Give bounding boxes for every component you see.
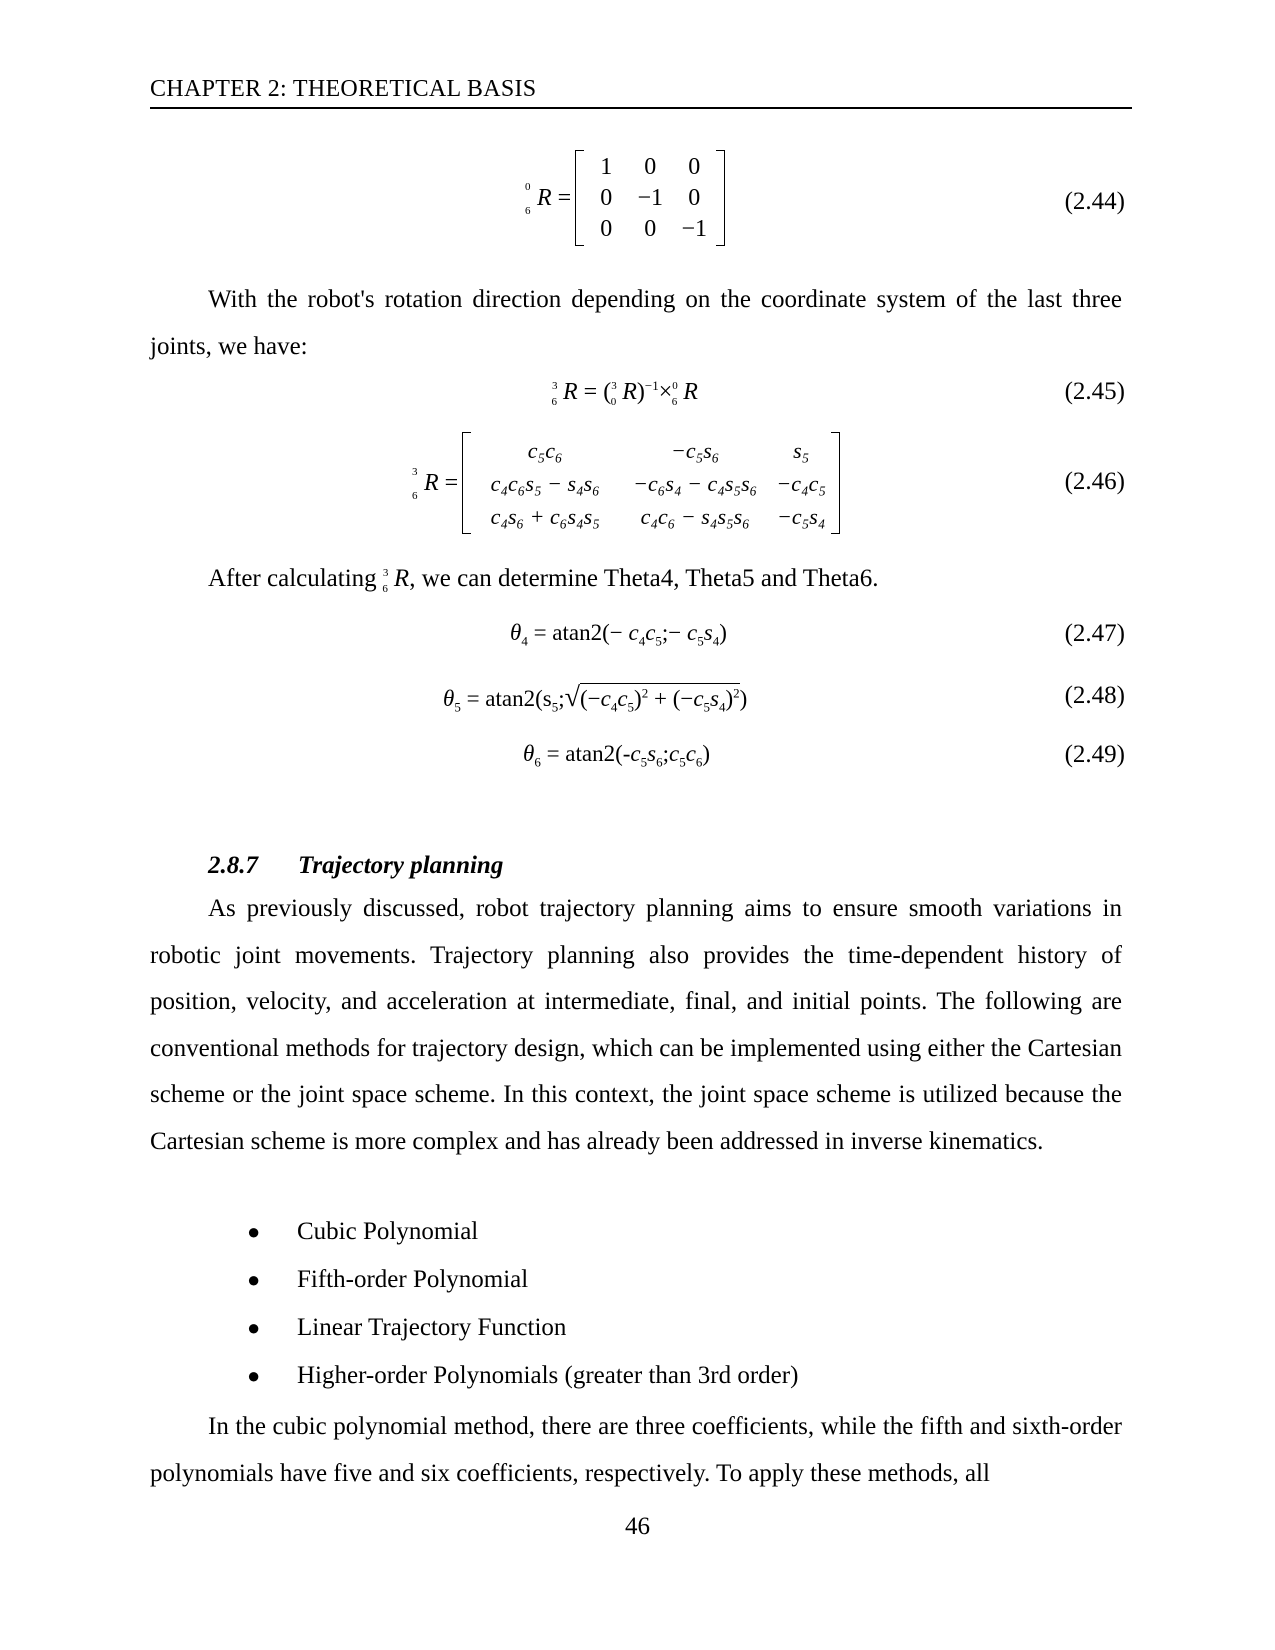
equation-number: (2.48) xyxy=(1064,682,1125,709)
equation-number: (2.45) xyxy=(1064,378,1125,405)
equation-2-44 xyxy=(527,150,725,246)
section-number: 2.8.7 xyxy=(208,852,258,879)
bullet-icon: ● xyxy=(247,1315,261,1340)
page-number: 46 xyxy=(625,1513,650,1540)
equation-2-48: $\theta_5$ = $atan2(s_5;√(-c_4c_5)^2 + (-c_5s_4)^2)$ xyxy=(443,682,748,715)
rotation-36-label: 3 6 R = xyxy=(412,465,459,502)
chapter-header: CHAPTER 2: THEORETICAL BASIS xyxy=(150,76,1132,109)
paragraph-trajectory: As previously discussed, robot trajectory planning aims to ensure smooth variations in robotic joint movements. Trajectory planning also provides the time-dependent history of position, velocity, and acceleration at intermediate, final, and initial points. The following are conventional methods for trajectory design, which can be implemented using either the Cartesian scheme or the joint space scheme. In this context, the joint space scheme is utilized because the Cartesian scheme is more complex and has already been addressed in inverse kinematics. xyxy=(150,895,1122,1155)
bullet-icon: ● xyxy=(247,1219,261,1244)
equation-2-49: $\theta_6$ = $atan2(-c_5s_6;c_5c_6)$ xyxy=(523,741,711,770)
method-list xyxy=(245,1208,798,1400)
equation-number: (2.46) xyxy=(1064,468,1125,495)
equation-number: (2.44) xyxy=(1064,188,1125,215)
bullet-icon: ● xyxy=(247,1267,261,1292)
paragraph-cubic: In the cubic polynomial method, there are three coefficients, while the fifth and sixth-order polynomials have five and six coefficients, respectively. To apply these methods, all xyxy=(150,1413,1122,1487)
list-item: ● Fifth-order Polynomial xyxy=(245,1256,798,1304)
equation-2-45: $^3_6$ R = ($^3_0$ R)$^{-1}$×$^0_6$ R xyxy=(551,378,698,408)
equation-number: (2.49) xyxy=(1064,741,1125,768)
equation-number: (2.47) xyxy=(1064,620,1125,647)
list-item: ● Linear Trajectory Function xyxy=(245,1304,798,1352)
list-item: ● Higher-order Polynomials (greater than 3rd order) xyxy=(245,1352,798,1400)
rotation-06-label: 0 6 R = xyxy=(525,180,572,217)
list-item: ● Cubic Polynomial xyxy=(245,1208,798,1256)
matrix-2-44: 1 0 0 0 −1 0 0 0 −1 xyxy=(600,153,707,242)
right-bracket xyxy=(831,432,840,534)
section-title: Trajectory planning xyxy=(298,852,504,879)
paragraph-after-calc: After calculating $^3_6$ R, we can determine Theta4, Theta5 and Theta6. xyxy=(208,565,879,595)
equation-2-47: $\theta_4 = atan2(-$ $c_4c_5;- c_5s_4$) xyxy=(510,620,727,649)
left-bracket xyxy=(462,432,471,534)
paragraph-intro: With the robot's rotation direction depending on the coordinate system of the last three joints, we have: xyxy=(150,286,1122,360)
matrix-2-46: c₅c₆ −c₅s₆ s₅ c₄c₆s₅ − s₄s₆ −c₆s₄ − c₄s₅s₆ −c₄c₅ c₄s₆ + c₆s₄s₅ c₄c₆ − s₄s₅s₆ −c₅s₄ xyxy=(490,437,827,529)
equation-2-46 xyxy=(414,432,840,534)
left-bracket xyxy=(575,150,584,246)
bullet-icon: ● xyxy=(247,1363,261,1388)
section-heading xyxy=(208,852,503,880)
right-bracket xyxy=(716,150,725,246)
